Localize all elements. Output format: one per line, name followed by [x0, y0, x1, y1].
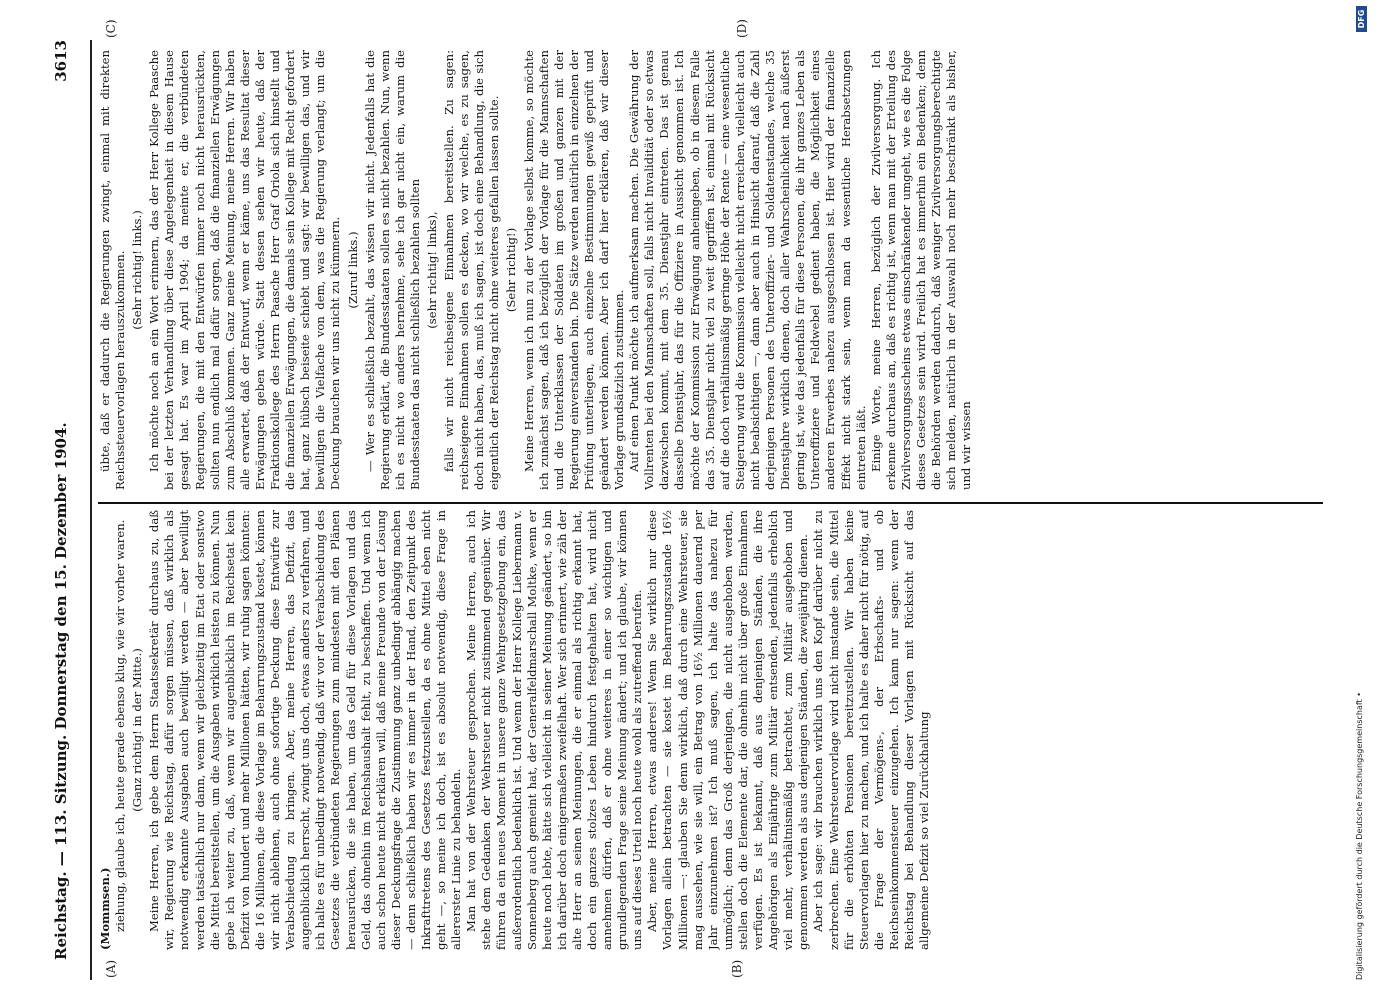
paragraph: Einige Worte, meine Herren, bezüglich der Zivilversorgung. Ich erkenne durchaus an, daß es richtig ist, wenn man mit der Erteilung des Zivilversorgungsscheins etwas einschränkender umgeht, wie es die Folge dieses Gesetzes sein wird. Freilich hat es immerhin ein Bedenken; denn die Behörden werden dadurch, daß weniger Zivilversorgungsberechtigte sich melden, natürlich in der Auswahl noch mehr beschränkt als bisher, und wir wissen — [868, 50, 974, 490]
paragraph: übte, daß er dadurch die Regierungen zwingt, einmal mit direkten Reichssteuervorlagen herauszukommen. — [98, 50, 128, 490]
interjection: (Sehr richtig! links.) — [130, 210, 145, 330]
margin-marker-b: (B) — [730, 959, 744, 978]
interjection: (Ganz richtig! in der Mitte.) — [130, 648, 145, 812]
dfg-logo: DFG — [1356, 6, 1367, 32]
paragraph: — Wer es schließlich bezahlt, das wissen wir nicht. Jedenfalls hat die Regierung erklärt, die Bundesstaaten sollen es nicht bezahlen. Nun, wenn ich es nicht wo anders hernehme, sehe ich gar nicht ein, warum die Bundesstaaten das nicht schließlich bezahlen sollten — [362, 50, 422, 490]
digitization-credit: Digitalisierung gefördert durch die Deutsche Forschungsgemeinschaft • — [1355, 692, 1364, 980]
header-title: Reichstag. — 113. Sitzung. Donnerstag den 15. Dezember 1904. — [52, 422, 70, 960]
page-number: 3613 — [52, 40, 70, 82]
header-rule — [90, 40, 92, 980]
paragraph: falls wir nicht reichseigene Einnahmen bereitstellen. Zu sagen: reichseigene Einnahmen sollen es decken, wo wir welche, es zu sagen, doch nicht haben, das, muß ich sagen, ist doch eine Behandlung, die sich eigentlich der Reichstag nicht ohne weiteres gefallen lassen sollte. — [442, 50, 502, 490]
paragraph: Ich möchte noch an ein Wort erinnern, das der Herr Kollege Paasche bei der letzten Verhandlung über diese Angelegenheit in diesem Hause gesagt hat. Es war im April 1904; da meinte er, die verbündeten Regierungen, die mit den Entwürfen immer noch nicht herausrückten, sollten nun endlich mal dafür sorgen, daß die finanziellen Erwägungen zum Abschluß kommen. Ganz meine Meinung, meine Herren. Wir haben alle erwartet, daß der Entwurf, wenn er käme, uns das Resultat dieser Erwägungen geben würde. Statt dessen sehen wir heute, daß der Fraktionskollege des Herrn Paasche Herr Graf Oriola sich hinstellt und die finanziellen Erwägungen, die damals sein Kollege mit Recht gefordert hat, ganz hübsch beiseite schiebt und sagt: wir bewilligen das, und wir bewilligen die Vielfache von dem, was die Regierung verlangt; um die Deckung brauchen wir uns nicht zu kümmern. — [147, 50, 343, 490]
running-header — [52, 40, 78, 980]
margin-marker-a: (A) — [104, 959, 118, 978]
paragraph: Aber ich sage: wir brauchen wirklich uns den Kopf darüber nicht zu zerbrechen. Eine Wehrsteuervorlage wird nicht imstande sein, die Mittel für die erhöhten Pensionen bereitzustellen. Wir haben keine Steuervorlagen hier zu machen, und ich halte es daher nicht für nötig, auf die Frage der Vermögens-, der Erbschafts- und ob Reichseinkommensteuer einzugehen. Ich kann nur sagen: wenn der Reichstag bei Behandlung dieser Vorlagen mit Rücksicht auf das allgemeine Defizit so viel Zurückhaltung — [811, 510, 932, 950]
paragraph: Meine Herren, wenn ich nun zu der Vorlage selbst komme, so möchte ich zunächst sagen, daß ich bezüglich der Vorlage für die Mannschaften und die Unterklassen der Soldaten im großen und ganzen mit der Regierung einverstanden bin. Die Sätze werden natürlich in einzelnen der Prüfung unterliegen, auch einzelne Bestimmungen gewiß geprüft und geändert werden können. Aber ich darf hier erklären, daß wir dieser Vorlage grundsätzlich zustimmen. — [521, 50, 627, 490]
left-text-column — [98, 510, 1328, 950]
interjection: (sehr richtig! links), — [424, 211, 439, 329]
paragraph: Man hat von der Wehrsteuer gesprochen. Meine Herren, auch ich stehe dem Gedanken der Wehrsteuer nicht zustimmend gegenüber. Wir führen da ein neues Moment in unsere ganze Wehrgesetzgebung ein, das außerordentlich bedenklich ist. Und wenn der Herr Kollege Liebermann v. Sonnenberg auch gemeint hat, der Generalfeldmarschall Moltke, wenn er heute noch lebte, hätte sich vielleicht in seiner Meinung geändert, so bin ich darüber doch einigermaßen zweifelhaft. Wer sich erinnert, wie zäh der alte Herr an seinen Meinungen, die er einmal als richtig erkannt hat, doch ein ganzes stolzes Leben hindurch festgehalten hat, wird nicht annehmen dürfen, daß er ohne weiteres in einer so wichtigen und grundlegenden Frage seine Meinung ändert; und ich glaube, wir können uns auf dieses Urteil noch heute wohl als zutreffend berufen. — [464, 510, 645, 950]
interjection: (Zuruf links.) — [345, 231, 360, 309]
interjection: (Sehr richtig!) — [504, 227, 519, 313]
right-text-column — [98, 50, 1328, 490]
paragraph: Auf einen Punkt möchte ich aufmerksam machen. Die Gewährung der Vollrenten bei den Mannschaften soll, falls nicht Invalidität oder so etwas dazwischen kommt, mit dem 35. Dienstjahr eintreten. Das ist genau dasselbe Dienstjahr, das für die Offiziere in Aussicht genommen ist. Ich möchte der Kommission zur Erwägung anheimgeben, ob in diesem Falle das 35. Dienstjahr nicht viel zu weit gegriffen ist, einmal mit Rücksicht auf die doch verhältnismäßig geringe Höhe der Rente — eine wesentliche Steigerung wird die Kommission vielleicht nicht erreichen, vielleicht auch nicht beabsichtigen —, dann aber auch in Hinsicht darauf, daß die Zahl derjenigen Personen des Unteroffizier- und Soldatenstandes, welche 35 Dienstjahre wirklich dienen, doch aller Wahrscheinlichkeit nach äußerst gering ist, wie das jedenfalls für diese Personen, die ihr ganzes Leben als Unteroffiziere und Feldwebel gedient haben, die Möglichkeit eines anderen Erwerbes nahezu ausgeschlossen ist. Hier wird der finanzielle Effekt nicht stark sein, wenn man da wesentliche Herabsetzungen eintreten läßt. — [627, 50, 868, 490]
margin-marker-d: (D) — [735, 19, 749, 38]
paragraph: Aber, meine Herren, etwas anderes! Wenn Sie wirklich nur diese Vorlagen allein betrachten — sie kostet im Beharrungszustande 16½ Millionen —: glauben Sie denn wirklich, daß durch eine Wehrsteuer, sie mag aussehen, wie sie will, ein Betrag von 16½ Millionen dauernd per Jahr einzunehmen ist? Ich muß sagen, ich halte das nahezu für unmöglich; denn das Groß derjenigen, die nicht ausgehoben werden, stellen doch die Elemente dar, die ohnehin nicht über große Einnahmen verfügen. Es ist bekannt, daß aus denjenigen Ständen, die ihre Angehörigen als Einjährige zum Militär entsenden, jedenfalls erheblich viel mehr, verhältnismäßig betrachtet, zum Militär ausgehoben und genommen werden als aus denjenigen Ständen, die zweijährig dienen. — [645, 510, 811, 950]
margin-marker-c: (C) — [104, 19, 118, 38]
paragraph: Meine Herren, ich gebe dem Herrn Staatssekretär durchaus zu, daß wir, Regierung wie Reichstag, dafür sorgen müssen, daß wirklich als notwendig erkannte Ausgaben auch bewilligt werden — aber bewilligt werden tatsächlich nur dann, wenn wir gleichzeitig im Etat oder sonstwo die Mittel bereitstellen, um die Ausgaben wirklich leisten zu können. Nun gebe ich weiter zu, daß, wenn wir augenblicklich im Reichsetat kein Defizit von hundert und mehr Millionen hätten, wir ruhig sagen könnten: die 16 Millionen, die diese Vorlage im Beharrungszustand kostet, können wir nicht ablehnen, auch ohne sofortige Deckung diese Entwürfe zur Verabschiedung zu bringen. Aber, meine Herren, das Defizit, das augenblicklich herrscht, zwingt uns doch, etwas anders zu verfahren, und ich halte es für unbedingt notwendig, daß wir vor der Verabschiedung des Gesetzes die verbündeten Regierungen zum mindesten mit den Plänen herausrücken, die sie haben, um das Geld für diese Vorlagen und das Geld, das ohnehin im Reichshaushalt fehlt, zu beschaffen. Und wenn ich auch schon heute nicht erklären will, daß meine Freunde von der Lösung dieser Deckungsfrage die Zustimmung ganz unbedingt abhängig machen — denn schließlich haben wir es immer in der Hand, den Zeitpunkt des Inkrafttretens des Gesetzes festzustellen, da es ohne Mittel eben nicht geht —, so meine ich doch, ist es absolut notwendig, diese Frage in allererster Linie zu behandeln. — [147, 510, 464, 950]
paragraph: ziehung, glaube ich, heute gerade ebenso klug, wie wir vorher waren. — [113, 519, 128, 932]
column-divider — [98, 502, 1323, 504]
speaker-name: (Mommsen.) — [98, 867, 112, 950]
